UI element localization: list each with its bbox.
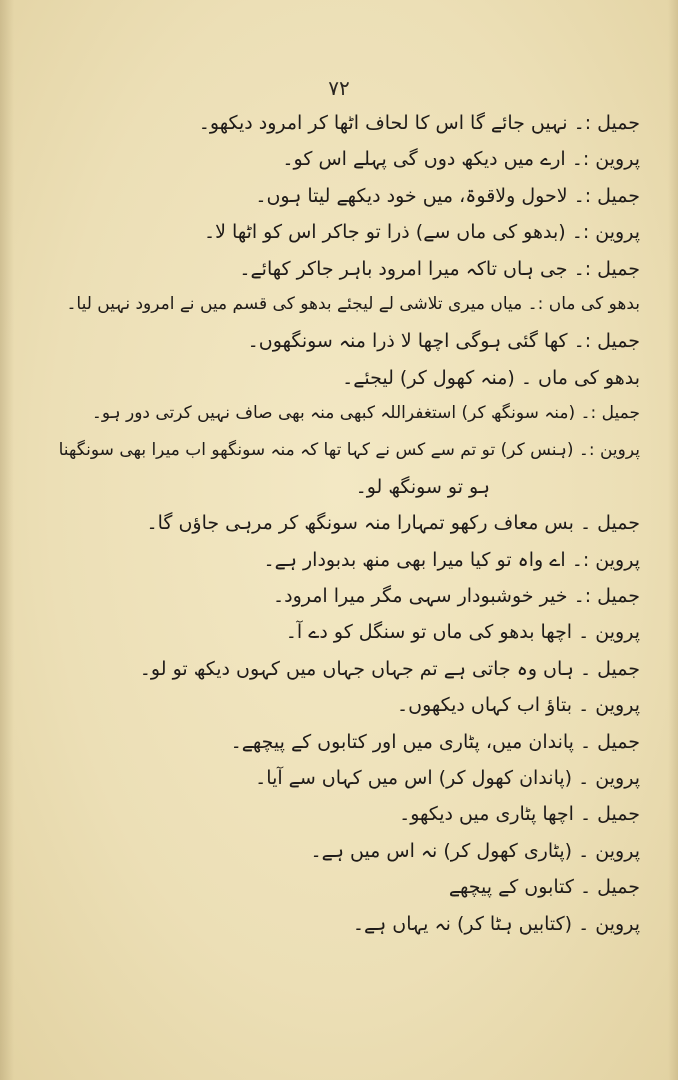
text-line-continuation: ہو تو سونگھ لو۔: [355, 475, 490, 498]
text-line: پروین ۔ اچھا بدھو کی ماں تو سنگل کو دے آ۔: [285, 621, 640, 644]
text-line: پروین ۔ (کتابیں ہٹا کر) نہ یہاں ہے۔: [352, 912, 640, 935]
text-line: جمیل ۔ پاندان میں، پٹاری میں اور کتابوں کے پیچھے۔: [230, 730, 640, 753]
page-spine-shadow: [0, 0, 14, 1080]
text-line: پروین ۔ (پٹاری کھول کر) نہ اس میں ہے۔: [310, 839, 640, 862]
text-line: پروین :۔ (ہنس کر) تو تم سے کس نے کہا تھا کہ منہ سونگھو اب میرا بھی سونگھنا: [58, 439, 640, 460]
text-line: جمیل :۔ لاحول ولاقوۃ، میں خود دیکھے لیتا ہوں۔: [255, 184, 640, 207]
text-line: پروین :۔ اے واہ تو کیا میرا بھی منھ بدبودار ہے۔: [263, 548, 640, 571]
text-line: بدھو کی ماں ۔ (منہ کھول کر) لیجئے۔: [342, 366, 640, 389]
text-line: جمیل :۔ نہیں جائے گا اس کا لحاف اٹھا کر امرود دیکھو۔: [198, 112, 640, 134]
text-line: بدھو کی ماں :۔ میاں میری تلاشی لے لیجئے بدھو کی قسم میں نے امرود نہیں لیا۔: [66, 293, 640, 314]
page-edge-shadow: [668, 0, 678, 1080]
text-line: پروین :۔ (بدھو کی ماں سے) ذرا تو جاکر اس کو اٹھا لا۔: [204, 221, 640, 244]
page-number: ۷۲: [328, 76, 350, 100]
text-line: جمیل :۔ (منہ سونگھ کر) استغفراللہ کبھی منہ بھی صاف نہیں کرتی دور ہو۔: [91, 403, 640, 424]
text-line: پروین ۔ (پاندان کھول کر) اس میں کہاں سے آیا۔: [255, 767, 640, 790]
text-line: جمیل ۔ کتابوں کے پیچھے: [448, 876, 640, 899]
text-line: جمیل ۔ بس معاف رکھو تمہارا منہ سونگھ کر مرہی جاؤں گا۔: [146, 512, 640, 535]
dialogue-text: [30, 112, 640, 949]
text-line: جمیل ۔ ہاں وہ جاتی ہے تم جہاں جہاں میں کہوں دیکھ تو لو۔: [139, 657, 640, 680]
text-line: جمیل ۔ اچھا پٹاری میں دیکھو۔: [399, 803, 640, 826]
text-line: جمیل :۔ جی ہاں تاکہ میرا امرود باہر جاکر کھائے۔: [239, 257, 640, 280]
text-line: پروین :۔ ارے میں دیکھ دوں گی پہلے اس کو۔: [282, 148, 640, 171]
text-line: جمیل :۔ کھا گئی ہوگی اچھا لا ذرا منہ سونگھوں۔: [247, 330, 640, 353]
text-line: پروین ۔ بتاؤ اب کہاں دیکھوں۔: [396, 694, 640, 717]
text-line: جمیل :۔ خیر خوشبودار سہی مگر میرا امرود۔: [273, 585, 640, 608]
